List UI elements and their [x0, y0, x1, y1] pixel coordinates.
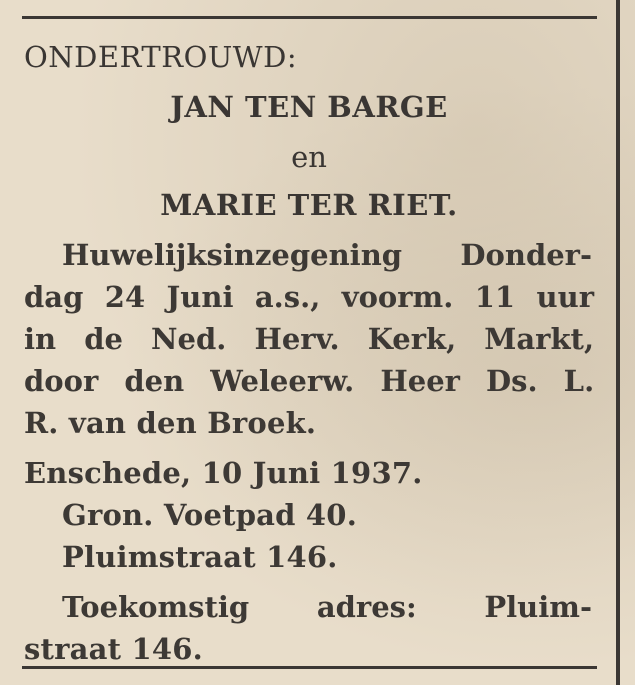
bottom-rule: [22, 666, 597, 669]
ceremony-line: dag 24 Juni a.s., voorm. 11 uur: [24, 280, 594, 314]
address-line: Gron. Voetpad 40.: [62, 498, 357, 532]
announcement-heading: ONDERTROUWD:: [24, 40, 298, 74]
bride-name: MARIE TER RIET.: [160, 188, 458, 222]
ceremony-line: Huwelijksinzegening Donder-: [62, 238, 592, 272]
future-address-line: Toekomstig adres: Pluim-: [62, 590, 592, 624]
ceremony-line: in de Ned. Herv. Kerk, Markt,: [24, 322, 595, 356]
ceremony-line: R. van den Broek.: [24, 406, 317, 440]
top-rule: [22, 16, 597, 19]
place-date: Enschede, 10 Juni 1937.: [24, 456, 423, 490]
ceremony-line: door den Weleerw. Heer Ds. L.: [24, 364, 595, 398]
address-line: Pluimstraat 146.: [62, 540, 338, 574]
conjunction: en: [291, 140, 327, 174]
future-address-line: straat 146.: [24, 632, 203, 666]
groom-name: JAN TEN BARGE: [170, 90, 448, 124]
